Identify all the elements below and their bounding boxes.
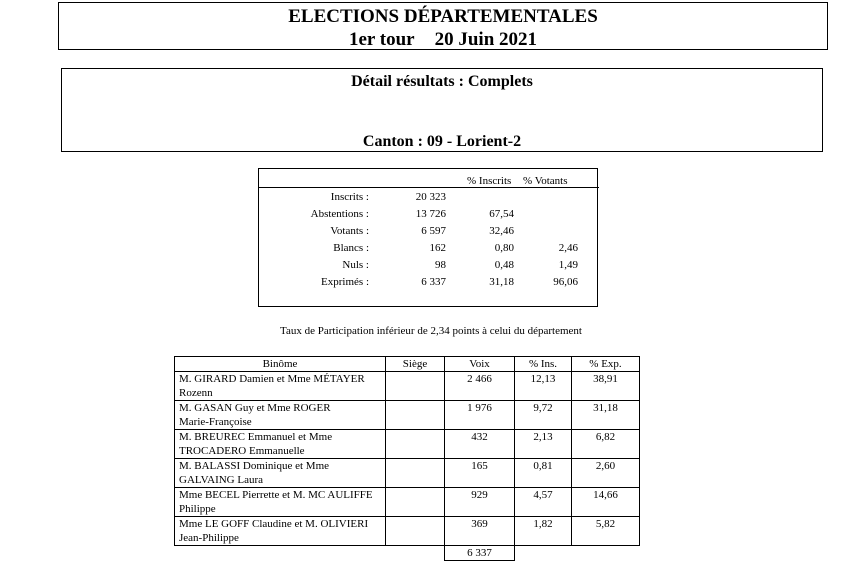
table-row (175, 401, 640, 430)
binome-cell (175, 488, 386, 517)
stats-pct-inscrits: 67,54 (489, 208, 514, 220)
pct-ins-cell: 0,81 (515, 459, 572, 488)
voix-cell: 165 (445, 459, 515, 488)
siege-cell (386, 401, 445, 430)
stats-label: Nuls : (342, 259, 369, 271)
binome-line2: TROCADERO Emmanuelle (179, 445, 305, 457)
pct-ins-cell: 9,72 (515, 401, 572, 430)
stats-row-abstentions (259, 208, 599, 222)
detail-box (61, 68, 823, 152)
siege-cell (386, 459, 445, 488)
stats-label: Abstentions : (310, 208, 369, 220)
header-voix: Voix (445, 357, 515, 372)
pct-ins-cell: 2,13 (515, 430, 572, 459)
stats-row-blancs (259, 242, 599, 256)
header-pct-ins: % Ins. (515, 357, 572, 372)
binome-cell (175, 372, 386, 401)
binome-line1: M. GASAN Guy et Mme ROGER (179, 402, 331, 414)
siege-cell (386, 517, 445, 546)
stats-label: Votants : (330, 225, 369, 237)
binome-line2: Philippe (179, 503, 216, 515)
binome-line2: Jean-Philippe (179, 532, 239, 544)
binome-line1: M. BALASSI Dominique et Mme (179, 460, 330, 472)
binome-line2: Marie-Françoise (179, 416, 252, 428)
pct-exp-cell: 2,60 (572, 459, 640, 488)
binome-line2: GALVAING Laura (179, 474, 264, 486)
stats-label: Blancs : (333, 242, 369, 254)
stats-pct-votants: 1,49 (558, 259, 578, 271)
stats-value: 6 337 (421, 276, 446, 288)
stats-value: 20 323 (415, 191, 446, 203)
header-binome: Binôme (175, 357, 386, 372)
binome-line1: M. BREUREC Emmanuel et Mme (179, 431, 333, 443)
stats-pct-inscrits: 32,46 (489, 225, 514, 237)
siege-cell (386, 430, 445, 459)
pct-exp-cell: 38,91 (572, 372, 640, 401)
stats-pct-votants: 2,46 (558, 242, 578, 254)
total-spacer (175, 546, 386, 561)
stats-header-divider (259, 187, 599, 188)
stats-pct-votants: 96,06 (553, 276, 578, 288)
binome-cell (175, 430, 386, 459)
stats-value: 6 597 (421, 225, 446, 237)
binome-line1: Mme LE GOFF Claudine et M. OLIVIERI (179, 518, 369, 530)
election-title: ELECTIONS DÉPARTEMENTALES (288, 6, 598, 27)
binome-line1: Mme BECEL Pierrette et M. MC AULIFFE (179, 489, 373, 501)
stats-pct-inscrits: 0,48 (494, 259, 514, 271)
canton-title: Canton : 09 - Lorient-2 (362, 133, 522, 150)
stats-row-votants (259, 225, 599, 239)
total-spacer (572, 546, 640, 561)
voix-cell: 2 466 (445, 372, 515, 401)
voix-cell: 432 (445, 430, 515, 459)
total-row (175, 546, 640, 561)
election-round: 1er tour (348, 29, 415, 50)
col-header-pct-inscrits: % Inscrits (467, 175, 512, 187)
stats-pct-inscrits: 0,80 (494, 242, 514, 254)
pct-ins-cell: 1,82 (515, 517, 572, 546)
detail-title: Détail résultats : Complets (351, 73, 533, 90)
stats-row-exprimes (259, 276, 599, 290)
binome-cell (175, 459, 386, 488)
total-voix-cell: 6 337 (445, 546, 515, 561)
total-spacer (386, 546, 445, 561)
binome-cell (175, 517, 386, 546)
pct-ins-cell: 4,57 (515, 488, 572, 517)
results-header-row (175, 357, 640, 372)
election-date: 20 Juin 2021 (434, 29, 538, 50)
stats-box (258, 168, 598, 307)
election-header (58, 2, 828, 50)
table-row (175, 488, 640, 517)
stats-value: 98 (435, 259, 446, 271)
stats-row-nuls (259, 259, 599, 273)
voix-cell: 369 (445, 517, 515, 546)
table-row (175, 372, 640, 401)
pct-exp-cell: 14,66 (572, 488, 640, 517)
siege-cell (386, 488, 445, 517)
voix-cell: 1 976 (445, 401, 515, 430)
stats-row-inscrits (259, 191, 599, 205)
stats-value: 13 726 (415, 208, 446, 220)
voix-cell: 929 (445, 488, 515, 517)
pct-exp-cell: 5,82 (572, 517, 640, 546)
col-header-pct-votants: % Votants (523, 175, 568, 187)
table-row (175, 517, 640, 546)
results-table (174, 356, 640, 561)
table-row (175, 459, 640, 488)
participation-note: Taux de Participation inférieur de 2,34 points à celui du département (280, 325, 582, 337)
table-row (175, 430, 640, 459)
pct-exp-cell: 6,82 (572, 430, 640, 459)
stats-value: 162 (429, 242, 446, 254)
stats-label: Inscrits : (330, 191, 369, 203)
siege-cell (386, 372, 445, 401)
election-round-date (59, 29, 827, 51)
binome-line1: M. GIRARD Damien et Mme MÉTAYER (179, 373, 365, 385)
binome-cell (175, 401, 386, 430)
header-pct-exp: % Exp. (572, 357, 640, 372)
pct-exp-cell: 31,18 (572, 401, 640, 430)
stats-pct-inscrits: 31,18 (489, 276, 514, 288)
total-spacer (515, 546, 572, 561)
header-siege: Siège (386, 357, 445, 372)
pct-ins-cell: 12,13 (515, 372, 572, 401)
stats-label: Exprimés : (321, 276, 369, 288)
binome-line2: Rozenn (179, 387, 213, 399)
